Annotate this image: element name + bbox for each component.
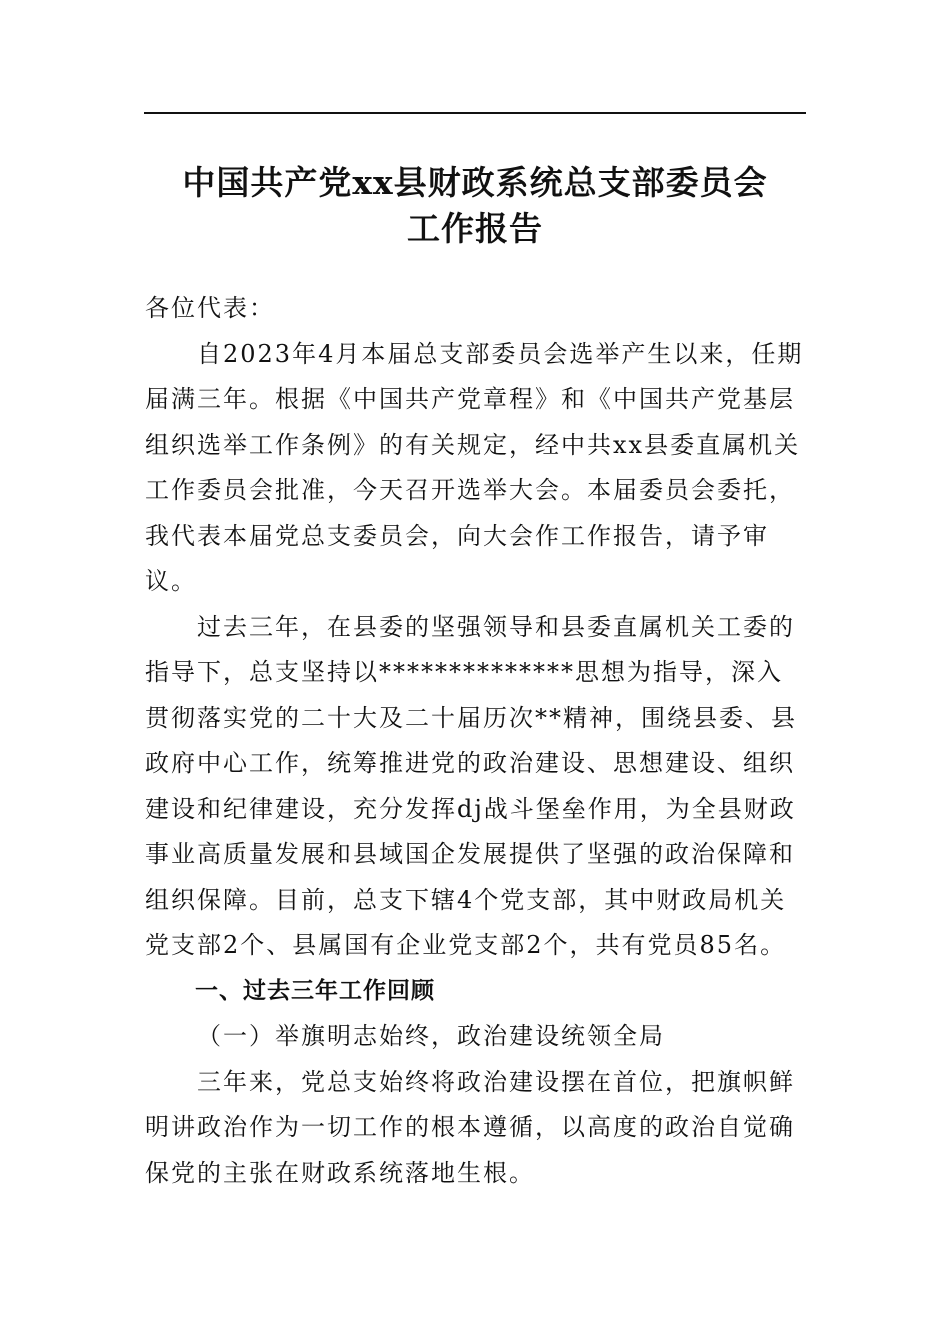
paragraph-political-building: 三年来，党总支始终将政治建设摆在首位，把旗帜鲜明讲政治作为一切工作的根本遵循，以高度的政治自觉确保党的主张在财政系统落地生根。 xyxy=(145,1067,795,1187)
header-rule xyxy=(144,112,806,114)
title-line-1: 中国共产党xx县财政系统总支部委员会 xyxy=(182,163,768,202)
salutation: 各位代表： xyxy=(145,294,275,322)
section-heading: 一、过去三年工作回顾 xyxy=(195,977,435,1004)
title-line-2: 工作报告 xyxy=(407,209,543,248)
document-title xyxy=(144,160,806,252)
document-body xyxy=(145,286,805,1196)
paragraph-overview: 过去三年，在县委的坚强领导和县委直属机关工委的指导下，总支坚持以**************思想为指导，深入贯彻落实党的二十大及二十届历次**精神，围绕县委、县政府中心工作，统筹推进党的政治建设、思想建设、组织建设和纪律建设，充分发挥dj战斗堡垒作用，为全县财政事业高质量发展和县域国企发展提供了坚强的政治保障和组织保障。目前，总支下辖4个党支部，其中财政局机关党支部2个、县属国有企业党支部2个，共有党员85名。 xyxy=(145,612,797,959)
subsection-heading: （一）举旗明志始终，政治建设统领全局 xyxy=(197,1022,665,1050)
paragraph-intro: 自2023年4月本届总支部委员会选举产生以来，任期届满三年。根据《中国共产党章程》和《中国共产党基层组织选举工作条例》的有关规定，经中共xx县委直属机关工作委员会批准，今天召开选举大会。本届委员会委托，我代表本届党总支委员会，向大会作工作报告，请予审议。 xyxy=(145,339,804,595)
